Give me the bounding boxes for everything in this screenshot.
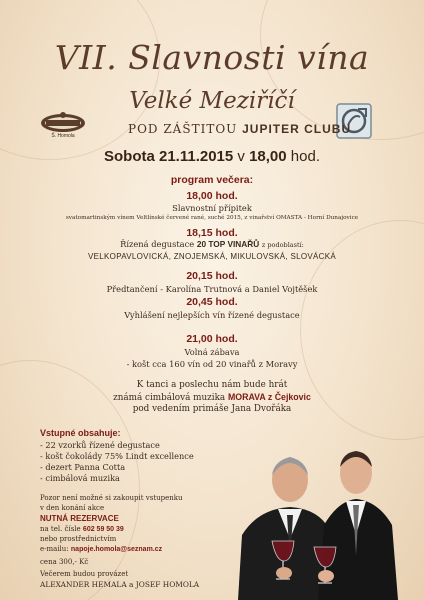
entry-item: - košt čokolády 75% Lindt excellence bbox=[40, 451, 194, 461]
hosts-photo bbox=[228, 445, 424, 600]
music-line-3: pod vedením primáše Jana Dvořáka bbox=[132, 404, 292, 414]
contact-note: Pozor není možné si zakoupit vstupenku bbox=[40, 494, 183, 502]
program-item-title-b: 20 TOP VINAŘŮ bbox=[196, 239, 260, 249]
date-main: Sobota 21.11.2015 bbox=[103, 148, 234, 165]
date-suffix: hod. bbox=[290, 148, 320, 165]
entry-item: - dezert Panna Cotta bbox=[40, 462, 126, 472]
program-heading: program večera: bbox=[170, 174, 254, 186]
program-time: 21,00 hod. bbox=[186, 333, 238, 345]
host-2: JOSEF HOMOLA bbox=[135, 580, 200, 589]
event-title: VII. Slavnosti vína bbox=[54, 38, 370, 77]
email-link[interactable]: napoje.homola@seznam.cz bbox=[70, 546, 163, 553]
program-item-title: Vyhlášení nejlepších vín řízené degustace bbox=[124, 310, 300, 320]
hosts-and: a bbox=[129, 580, 134, 589]
entry-item: - 22 vzorků řízené degustace bbox=[40, 440, 160, 450]
patron-name: JUPITER CLUBU bbox=[242, 122, 352, 136]
contact-email-line bbox=[40, 545, 162, 553]
program-item-title: Předtančení - Karolína Trutnová a Daniel Vojtěšek bbox=[106, 284, 318, 294]
band-name: MORAVA z Čejkovic bbox=[227, 392, 311, 402]
program-time: 20,15 hod. bbox=[186, 270, 238, 282]
date-mid: v bbox=[237, 148, 245, 165]
email-label: e-mailu: bbox=[40, 545, 69, 553]
contact-note: nebo prostřednictvím bbox=[40, 535, 117, 543]
hosts-line-2 bbox=[40, 580, 199, 589]
program-item-title bbox=[0, 239, 424, 249]
patron-prefix: POD ZÁŠTITOU bbox=[128, 122, 238, 136]
contact-phone-line bbox=[40, 525, 124, 533]
reservation-note: NUTNÁ REZERVACE bbox=[40, 514, 119, 523]
program-time: 18,15 hod. bbox=[186, 227, 238, 239]
music-line-2 bbox=[0, 392, 424, 403]
program-time: 18,00 hod. bbox=[186, 190, 238, 202]
music-line-2a: známá cimbálová muzika bbox=[113, 393, 226, 403]
program-item-title-c: z podoblastí: bbox=[261, 241, 304, 249]
program-item-title-a: Řízená degustace bbox=[120, 239, 195, 249]
program-item-detail: svatomartinským vínem Veltlínské červené rané, suché 2015, z vinařství OMASTA - Horní Dunajovice bbox=[65, 215, 359, 221]
hosts-line-1: Večerem budou provázet bbox=[40, 570, 129, 578]
program-item-detail: VELKOPAVLOVICKÁ, ZNOJEMSKÁ, MIKULOVSKÁ, SLOVÁCKÁ bbox=[88, 252, 336, 261]
logo-caption: Š. Homola bbox=[51, 133, 75, 139]
host-1: ALEXANDER HEMALA bbox=[40, 580, 127, 589]
program-item-title: Volná zábava bbox=[184, 347, 240, 357]
program-item-detail: - košt cca 160 vín od 20 vinařů z Moravy bbox=[126, 359, 298, 369]
club-emblem-icon bbox=[38, 111, 88, 141]
phone-label: na tel. čísle bbox=[40, 525, 81, 533]
phone-number[interactable]: 602 59 50 39 bbox=[82, 526, 124, 533]
event-date bbox=[0, 148, 424, 165]
entry-item: - cimbálová muzika bbox=[40, 473, 120, 483]
date-time: 18,00 bbox=[249, 148, 287, 165]
music-line-1: K tanci a poslechu nám bude hrát bbox=[136, 380, 288, 390]
patronage-line bbox=[128, 122, 351, 136]
price: cena 300,- Kč bbox=[40, 558, 89, 566]
event-location: Velké Meziříčí bbox=[129, 88, 295, 114]
contact-note: v den konání akce bbox=[40, 504, 105, 512]
program-time: 20,45 hod. bbox=[186, 296, 238, 308]
entry-title: Vstupné obsahuje: bbox=[40, 428, 121, 438]
program-item-title: Slavnostní přípitek bbox=[172, 203, 252, 213]
